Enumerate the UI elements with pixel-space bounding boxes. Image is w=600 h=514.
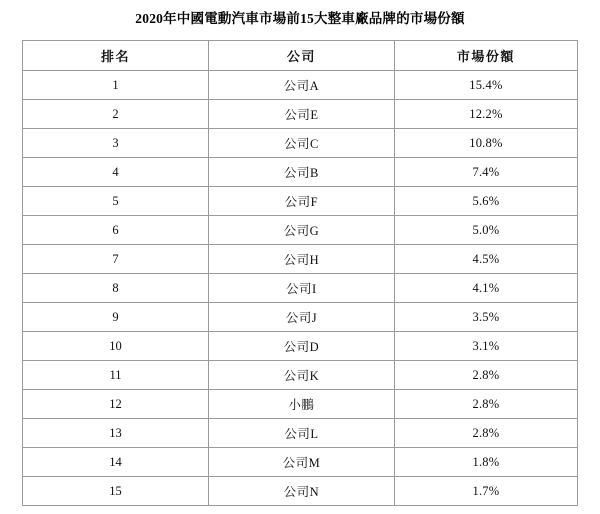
cell-company: 公司A — [208, 71, 394, 100]
table-row — [23, 71, 578, 100]
cell-rank: 3 — [23, 129, 209, 158]
cell-rank: 10 — [23, 332, 209, 361]
document-page — [0, 11, 600, 514]
table-row — [23, 477, 578, 506]
cell-share: 12.2% — [394, 100, 577, 129]
cell-share: 2.8% — [394, 361, 577, 390]
table-row — [23, 332, 578, 361]
table-header — [23, 41, 578, 71]
page-title: 2020年中國電動汽車市場前15大整車廠品牌的市場份額 — [135, 11, 465, 26]
cell-share: 15.4% — [394, 71, 577, 100]
cell-share: 1.7% — [394, 477, 577, 506]
cell-share: 2.8% — [394, 419, 577, 448]
cell-share: 1.8% — [394, 448, 577, 477]
column-header-rank: 排名 — [23, 41, 209, 71]
cell-rank: 11 — [23, 361, 209, 390]
cell-share: 5.0% — [394, 216, 577, 245]
cell-rank: 2 — [23, 100, 209, 129]
table-row — [23, 419, 578, 448]
cell-share: 5.6% — [394, 187, 577, 216]
cell-share: 7.4% — [394, 158, 577, 187]
column-header-company: 公司 — [208, 41, 394, 71]
table-row — [23, 158, 578, 187]
market-share-table-container — [22, 40, 578, 506]
table-header-row — [23, 41, 578, 71]
cell-company: 公司B — [208, 158, 394, 187]
cell-rank: 15 — [23, 477, 209, 506]
cell-rank: 4 — [23, 158, 209, 187]
table-row — [23, 129, 578, 158]
cell-company: 公司J — [208, 303, 394, 332]
market-share-table — [22, 40, 578, 506]
table-row — [23, 361, 578, 390]
cell-share: 4.5% — [394, 245, 577, 274]
cell-rank: 7 — [23, 245, 209, 274]
cell-share: 3.5% — [394, 303, 577, 332]
cell-rank: 5 — [23, 187, 209, 216]
cell-share: 10.8% — [394, 129, 577, 158]
cell-company: 公司M — [208, 448, 394, 477]
cell-company: 公司K — [208, 361, 394, 390]
cell-rank: 6 — [23, 216, 209, 245]
cell-rank: 14 — [23, 448, 209, 477]
cell-company: 公司I — [208, 274, 394, 303]
cell-company: 公司E — [208, 100, 394, 129]
table-row — [23, 187, 578, 216]
cell-company: 公司H — [208, 245, 394, 274]
cell-company: 公司L — [208, 419, 394, 448]
column-header-share: 市場份額 — [394, 41, 577, 71]
table-row — [23, 216, 578, 245]
table-row — [23, 303, 578, 332]
cell-company: 公司N — [208, 477, 394, 506]
table-row — [23, 390, 578, 419]
cell-company: 公司F — [208, 187, 394, 216]
cell-rank: 12 — [23, 390, 209, 419]
table-row — [23, 448, 578, 477]
cell-rank: 8 — [23, 274, 209, 303]
table-row — [23, 245, 578, 274]
table-row — [23, 100, 578, 129]
cell-company: 小鵬 — [208, 390, 394, 419]
table-body — [23, 71, 578, 506]
cell-share: 3.1% — [394, 332, 577, 361]
table-row — [23, 274, 578, 303]
cell-company: 公司G — [208, 216, 394, 245]
cell-rank: 9 — [23, 303, 209, 332]
cell-company: 公司D — [208, 332, 394, 361]
cell-rank: 13 — [23, 419, 209, 448]
cell-rank: 1 — [23, 71, 209, 100]
cell-share: 2.8% — [394, 390, 577, 419]
cell-company: 公司C — [208, 129, 394, 158]
cell-share: 4.1% — [394, 274, 577, 303]
